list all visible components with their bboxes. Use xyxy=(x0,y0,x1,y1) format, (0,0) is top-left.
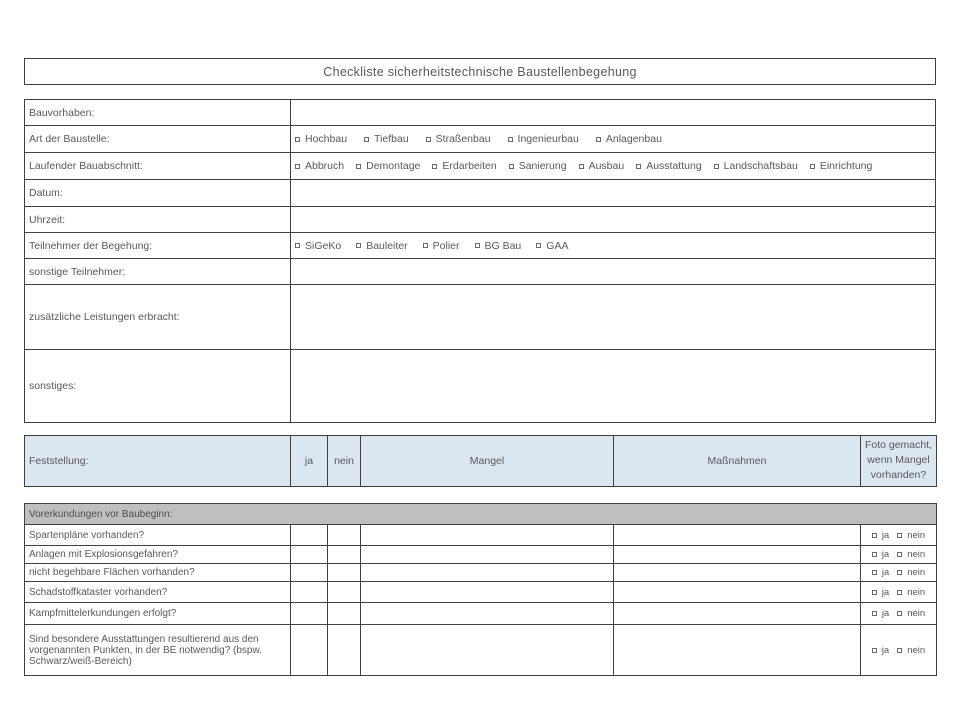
row-label: Datum: xyxy=(25,180,291,207)
question-label: Spartenpläne vorhanden? xyxy=(25,525,291,546)
checkbox-label: Anlagenbau xyxy=(605,133,662,145)
checkbox-icon[interactable] xyxy=(364,137,369,142)
checkbox-option xyxy=(897,530,925,541)
checkbox-option xyxy=(872,645,889,656)
foto-cell xyxy=(861,582,937,603)
massnahmen-cell[interactable] xyxy=(614,582,861,603)
uhrzeit-field[interactable] xyxy=(291,207,936,233)
teilnehmer-options-cell xyxy=(291,233,936,259)
checkbox-label: Straßenbau xyxy=(435,133,491,145)
checkbox-icon[interactable] xyxy=(295,243,300,248)
checkbox-icon[interactable] xyxy=(432,164,437,169)
bauvorhaben-field[interactable] xyxy=(291,100,936,126)
massnahmen-cell[interactable] xyxy=(614,525,861,546)
checkbox-icon[interactable] xyxy=(897,648,902,653)
table-row xyxy=(25,285,936,350)
checkbox-label: nein xyxy=(907,549,926,560)
checkbox-label: Landschaftsbau xyxy=(723,160,798,172)
page-title: Checkliste sicherheitstechnische Baustellenbegehung xyxy=(24,58,936,85)
checkbox-option xyxy=(356,240,407,252)
checkbox-label: Sanierung xyxy=(518,160,567,172)
checkbox-option xyxy=(295,160,344,172)
checkbox-icon[interactable] xyxy=(872,570,877,575)
table-row xyxy=(25,259,936,285)
checkbox-label: nein xyxy=(907,608,926,619)
checkbox-icon[interactable] xyxy=(714,164,719,169)
checkbox-icon[interactable] xyxy=(810,164,815,169)
row-label: Teilnehmer der Begehung: xyxy=(25,233,291,259)
checkbox-label: GAA xyxy=(546,239,569,252)
checkbox-option xyxy=(295,133,347,145)
checkbox-option xyxy=(509,160,567,172)
checkbox-label: ja xyxy=(881,549,890,560)
checkbox-icon[interactable] xyxy=(897,552,902,557)
col-header-ja: ja xyxy=(291,436,328,487)
ja-cell[interactable] xyxy=(291,564,328,582)
info-table xyxy=(24,99,936,423)
massnahmen-cell[interactable] xyxy=(614,564,861,582)
foto-cell xyxy=(861,603,937,625)
checkbox-option xyxy=(295,240,341,252)
nein-cell[interactable] xyxy=(328,525,361,546)
checkbox-label: Einrichtung xyxy=(819,160,873,172)
checkbox-option xyxy=(897,608,925,619)
checkbox-option xyxy=(596,133,662,145)
checkbox-icon[interactable] xyxy=(872,611,877,616)
row-label: Art der Baustelle: xyxy=(25,126,291,153)
checkbox-label: nein xyxy=(907,644,926,656)
nein-cell[interactable] xyxy=(328,625,361,676)
bauabschnitt-options-cell xyxy=(291,153,936,180)
checkbox-icon[interactable] xyxy=(475,243,480,248)
checkbox-icon[interactable] xyxy=(596,137,601,142)
checkbox-label: Ausbau xyxy=(588,160,625,172)
foto-cell xyxy=(861,625,937,676)
checkbox-icon[interactable] xyxy=(509,164,514,169)
question-label: nicht begehbare Flächen vorhanden? xyxy=(25,564,291,582)
question-row xyxy=(25,603,937,625)
checkbox-label: nein xyxy=(907,567,926,578)
checkbox-option xyxy=(897,549,925,560)
checkbox-option xyxy=(872,608,889,619)
mangel-cell[interactable] xyxy=(361,603,614,625)
question-row xyxy=(25,625,937,676)
ja-cell[interactable] xyxy=(291,625,328,676)
checkbox-icon[interactable] xyxy=(356,164,361,169)
checkbox-icon[interactable] xyxy=(897,570,902,575)
checkbox-icon[interactable] xyxy=(426,137,431,142)
foto-cell xyxy=(861,525,937,546)
checkbox-icon[interactable] xyxy=(872,648,877,653)
checkbox-label: ja xyxy=(881,608,890,619)
table-row xyxy=(25,350,936,423)
col-header-feststellung: Feststellung: xyxy=(25,436,291,487)
question-label: Anlagen mit Explosionsgefahren? xyxy=(25,546,291,564)
checkbox-option xyxy=(364,133,409,145)
checkbox-icon[interactable] xyxy=(872,533,877,538)
checkbox-label: BG Bau xyxy=(484,239,522,252)
checkbox-option xyxy=(810,160,873,172)
checkbox-icon[interactable] xyxy=(579,164,584,169)
checkbox-option xyxy=(508,133,579,145)
checkbox-option xyxy=(636,160,701,172)
table-row xyxy=(25,126,936,153)
foto-cell xyxy=(861,564,937,582)
row-label: Bauvorhaben: xyxy=(25,100,291,126)
ja-cell[interactable] xyxy=(291,603,328,625)
checkbox-icon[interactable] xyxy=(356,243,361,248)
row-label: Laufender Bauabschnitt: xyxy=(25,153,291,180)
checkbox-label: Bauleiter xyxy=(366,239,408,252)
checkbox-option xyxy=(897,587,925,598)
checkbox-option xyxy=(872,567,889,578)
row-label: sonstiges: xyxy=(25,350,291,423)
checkbox-icon[interactable] xyxy=(423,243,428,248)
checkbox-label: Erdarbeiten xyxy=(442,160,497,172)
question-row xyxy=(25,582,937,603)
checkbox-label: ja xyxy=(881,567,890,578)
table-row xyxy=(25,180,936,207)
checkbox-option xyxy=(536,240,568,252)
col-header-mangel: Mangel xyxy=(361,436,614,487)
checkbox-icon[interactable] xyxy=(636,164,641,169)
baustelle-options-cell xyxy=(291,126,936,153)
checkbox-option xyxy=(872,587,889,598)
row-label: sonstige Teilnehmer: xyxy=(25,259,291,285)
checkbox-label: ja xyxy=(881,529,890,541)
checkbox-label: Hochbau xyxy=(305,133,348,145)
checkbox-label: nein xyxy=(907,529,926,541)
checkbox-option xyxy=(356,160,420,172)
mangel-cell[interactable] xyxy=(361,582,614,603)
checkbox-label: Demontage xyxy=(366,160,421,172)
row-label: zusätzliche Leistungen erbracht: xyxy=(25,285,291,350)
datum-field[interactable] xyxy=(291,180,936,207)
checkbox-label: nein xyxy=(907,586,926,598)
checkbox-icon[interactable] xyxy=(872,590,877,595)
checkbox-option xyxy=(579,160,625,172)
col-header-foto: Foto gemacht, wenn Mangel vorhanden? xyxy=(861,436,937,487)
checkbox-label: ja xyxy=(881,644,890,656)
ja-cell[interactable] xyxy=(291,582,328,603)
question-label: Kampfmittelerkundungen erfolgt? xyxy=(25,603,291,625)
nein-cell[interactable] xyxy=(328,582,361,603)
ja-cell[interactable] xyxy=(291,525,328,546)
mangel-cell[interactable] xyxy=(361,625,614,676)
checkbox-option xyxy=(714,160,798,172)
question-label: Sind besondere Ausstattungen resultierend aus den vorgenannten Punkten, in der BE notwendig? (bspw. Schwarz/weiß-Bereich) xyxy=(25,625,291,676)
checkbox-icon[interactable] xyxy=(897,533,902,538)
checkbox-icon[interactable] xyxy=(897,611,902,616)
massnahmen-cell[interactable] xyxy=(614,603,861,625)
section-header: Vorerkundungen vor Baubeginn: xyxy=(25,504,937,525)
col-header-massnahmen: Maßnahmen xyxy=(614,436,861,487)
findings-header-row xyxy=(25,436,937,487)
table-row xyxy=(25,100,936,126)
massnahmen-cell[interactable] xyxy=(614,546,861,564)
checkbox-option xyxy=(432,160,496,172)
sonstige-teilnehmer-field[interactable] xyxy=(291,259,936,285)
section-header-row xyxy=(25,504,937,525)
checkbox-icon[interactable] xyxy=(897,590,902,595)
mangel-cell[interactable] xyxy=(361,564,614,582)
checkbox-label: SiGeKo xyxy=(305,239,342,252)
checkbox-label: Abbruch xyxy=(305,160,345,172)
checkbox-icon[interactable] xyxy=(872,552,877,557)
checkbox-option xyxy=(872,549,889,560)
sonstiges-field[interactable] xyxy=(291,350,936,423)
massnahmen-cell[interactable] xyxy=(614,625,861,676)
checkbox-option xyxy=(475,240,522,252)
question-row xyxy=(25,525,937,546)
mangel-cell[interactable] xyxy=(361,546,614,564)
checkbox-option xyxy=(872,530,889,541)
checkbox-icon[interactable] xyxy=(536,243,541,248)
question-label: Schadstoffkataster vorhanden? xyxy=(25,582,291,603)
ja-cell[interactable] xyxy=(291,546,328,564)
checkbox-option xyxy=(897,567,925,578)
checkbox-icon[interactable] xyxy=(295,137,300,142)
foto-cell xyxy=(861,546,937,564)
checkbox-label: Polier xyxy=(432,239,460,252)
row-label: Uhrzeit: xyxy=(25,207,291,233)
nein-cell[interactable] xyxy=(328,546,361,564)
checkbox-icon[interactable] xyxy=(295,164,300,169)
question-row xyxy=(25,564,937,582)
question-row xyxy=(25,546,937,564)
zusaetzliche-leistungen-field[interactable] xyxy=(291,285,936,350)
checkbox-label: Tiefbau xyxy=(374,133,409,145)
checkbox-icon[interactable] xyxy=(508,137,513,142)
mangel-cell[interactable] xyxy=(361,525,614,546)
nein-cell[interactable] xyxy=(328,564,361,582)
table-row xyxy=(25,207,936,233)
vorerkundungen-table xyxy=(24,503,937,676)
findings-header-table xyxy=(24,435,937,487)
checkbox-label: Ingenieurbau xyxy=(517,133,579,145)
table-row xyxy=(25,233,936,259)
checkbox-option xyxy=(423,240,460,252)
checkbox-label: Ausstattung xyxy=(646,160,702,172)
checkbox-option xyxy=(426,133,491,145)
nein-cell[interactable] xyxy=(328,603,361,625)
col-header-nein: nein xyxy=(328,436,361,487)
checkbox-label: ja xyxy=(881,586,890,598)
table-row xyxy=(25,153,936,180)
checkbox-option xyxy=(897,645,925,656)
